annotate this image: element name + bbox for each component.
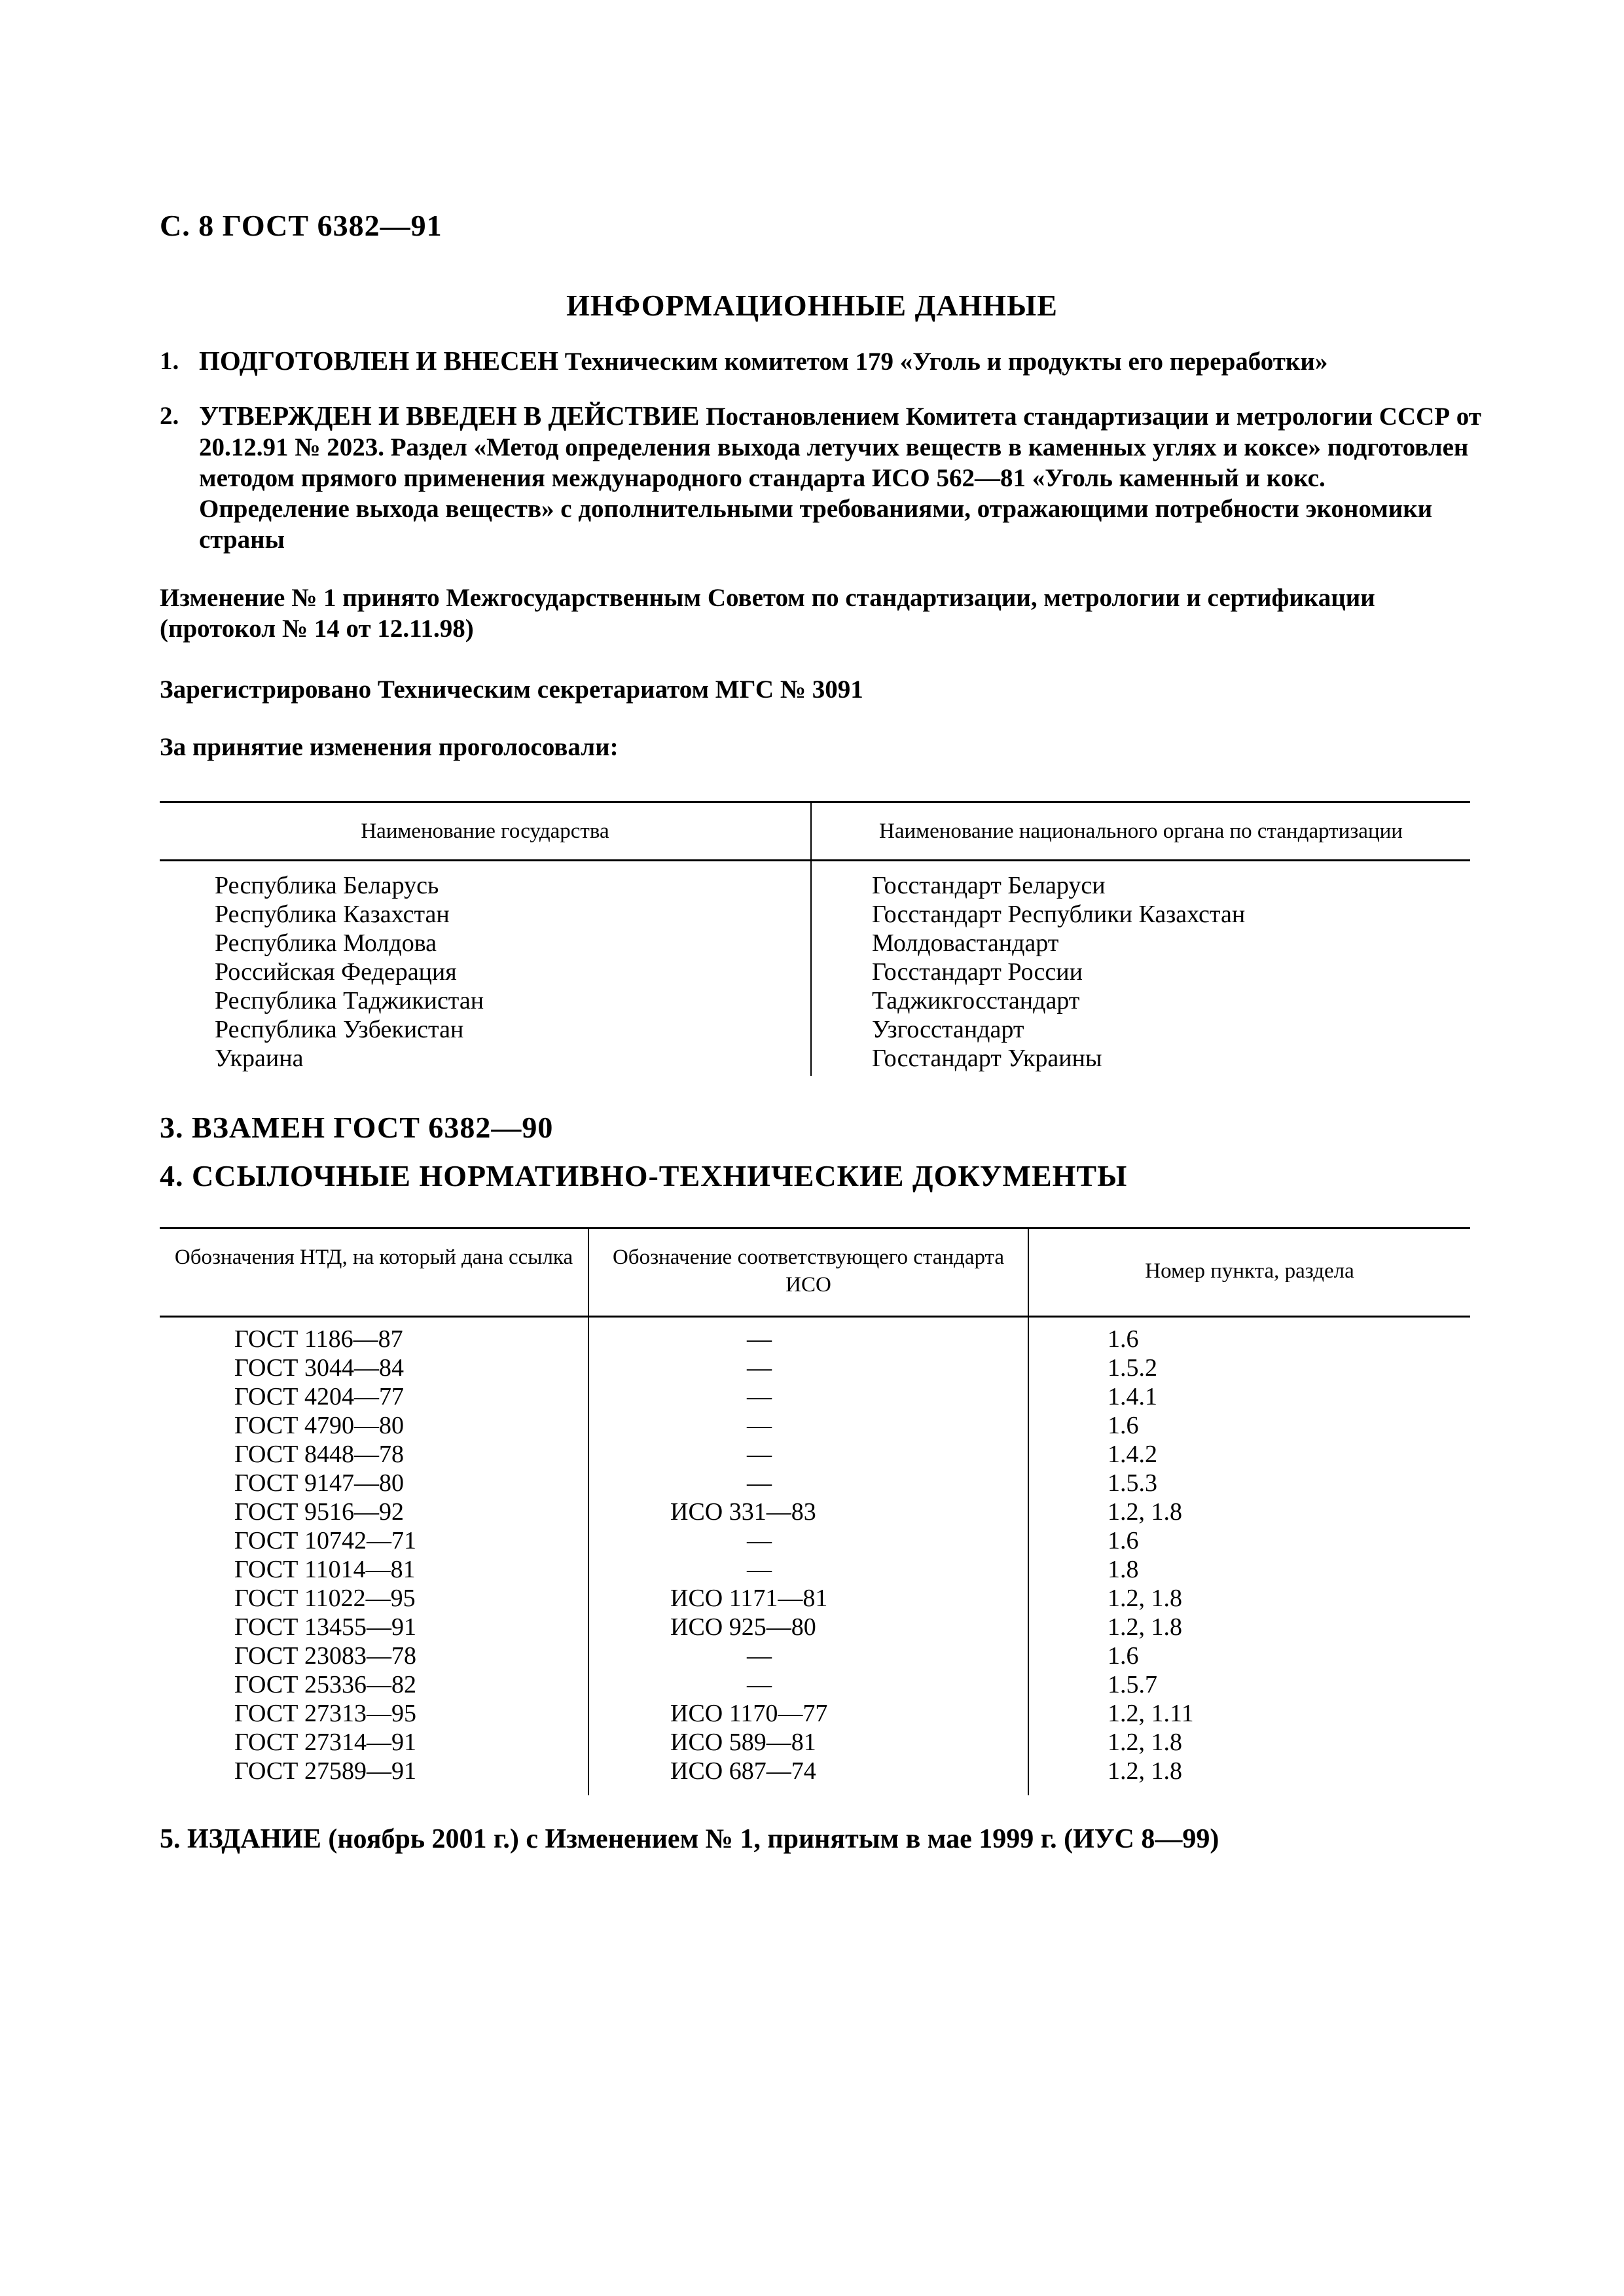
references-table-header-rule bbox=[160, 1316, 1470, 1318]
table-cell: ГОСТ 27314—91 bbox=[234, 1729, 416, 1756]
table-cell: 1.2, 1.8 bbox=[1108, 1757, 1182, 1785]
voted-note: За принятие изменения проголосовали: bbox=[160, 733, 619, 761]
states-table-top-rule bbox=[160, 801, 1470, 803]
table-cell: ГОСТ 8448—78 bbox=[234, 1441, 404, 1468]
table-cell: ГОСТ 9516—92 bbox=[234, 1498, 404, 1526]
table-cell: ИСО 1171—81 bbox=[670, 1585, 828, 1612]
item-1 bbox=[160, 346, 1482, 377]
table-cell: Госстандарт России bbox=[872, 958, 1083, 986]
table-cell: ГОСТ 27313—95 bbox=[234, 1700, 416, 1727]
states-table-header-body: Наименование национального органа по стандартизации bbox=[879, 819, 1403, 843]
table-cell: 1.2, 1.8 bbox=[1108, 1498, 1182, 1526]
item-2-number: 2. bbox=[160, 402, 179, 430]
item-2-text: Постановлением Комитета стандартизации и метрологии СССР от 20.12.91 № 2023. Раздел «Метод определения выхода летучих веществ в каменных углях и коксе» подготовлен методом прямого применения международного стандарта ИСО 562—81 «Уголь каменный и кокс. Определение выхода веществ» с дополнительными требованиями, отражающими потребности экономики страны bbox=[199, 403, 1481, 554]
table-cell: — bbox=[747, 1354, 772, 1382]
table-cell: Молдовастандарт bbox=[872, 929, 1059, 957]
table-cell: 1.6 bbox=[1108, 1642, 1139, 1670]
table-cell: Республика Таджикистан bbox=[215, 987, 484, 1014]
table-cell: ГОСТ 1186—87 bbox=[234, 1325, 403, 1353]
table-cell: 1.5.7 bbox=[1108, 1671, 1157, 1698]
states-table-column-body bbox=[872, 871, 1245, 1073]
table-cell: ГОСТ 11014—81 bbox=[234, 1556, 416, 1583]
registration-note: Зарегистрировано Техническим секретариатом МГС № 3091 bbox=[160, 675, 863, 704]
table-cell: ГОСТ 4204—77 bbox=[234, 1383, 404, 1410]
table-cell: — bbox=[747, 1469, 772, 1497]
item-2-body bbox=[199, 401, 1482, 555]
table-cell: ГОСТ 25336—82 bbox=[234, 1671, 416, 1698]
table-cell: Узгосстандарт bbox=[872, 1016, 1024, 1043]
table-cell: Республика Узбекистан bbox=[215, 1016, 464, 1043]
page-header: С. 8 ГОСТ 6382—91 bbox=[160, 209, 442, 242]
item-1-lead: ПОДГОТОВЛЕН И ВНЕСЕН bbox=[199, 346, 558, 376]
table-cell: 1.5.2 bbox=[1108, 1354, 1157, 1382]
references-table-column-ntd bbox=[234, 1325, 416, 1785]
item-1-text: Техническим комитетом 179 «Уголь и продукты его переработки» bbox=[564, 348, 1328, 376]
table-cell: — bbox=[747, 1671, 772, 1698]
table-cell: ГОСТ 11022—95 bbox=[234, 1585, 416, 1612]
item-2 bbox=[160, 401, 1482, 555]
table-cell: Республика Молдова bbox=[215, 929, 437, 957]
references-table-header-iso: Обозначение соответствующего стандарта ИСО bbox=[612, 1246, 1005, 1297]
table-cell: — bbox=[747, 1441, 772, 1468]
table-cell: ГОСТ 27589—91 bbox=[234, 1757, 416, 1785]
table-cell: — bbox=[747, 1383, 772, 1410]
item-1-body bbox=[199, 346, 1482, 377]
table-cell: Российская Федерация bbox=[215, 958, 457, 986]
table-cell: ГОСТ 3044—84 bbox=[234, 1354, 404, 1382]
item-1-number: 1. bbox=[160, 347, 179, 375]
references-table-header-clause: Номер пункта, раздела bbox=[1145, 1259, 1354, 1283]
table-cell: 1.5.3 bbox=[1108, 1469, 1157, 1497]
table-cell: Республика Беларусь bbox=[215, 872, 439, 899]
references-table-top-rule bbox=[160, 1227, 1470, 1229]
page-title: ИНФОРМАЦИОННЫЕ ДАННЫЕ bbox=[566, 289, 1058, 322]
table-cell: — bbox=[747, 1325, 772, 1353]
table-cell: 1.6 bbox=[1108, 1325, 1139, 1353]
references-table-header-ntd: Обозначения НТД, на который дана ссылка bbox=[174, 1246, 573, 1269]
table-cell: ГОСТ 9147—80 bbox=[234, 1469, 404, 1497]
table-cell: — bbox=[747, 1412, 772, 1439]
table-cell: — bbox=[747, 1642, 772, 1670]
table-cell: 1.6 bbox=[1108, 1412, 1139, 1439]
section-3-heading: 3. ВЗАМЕН ГОСТ 6382—90 bbox=[160, 1111, 554, 1144]
table-cell: — bbox=[747, 1527, 772, 1554]
table-cell: Таджикгосстандарт bbox=[872, 987, 1080, 1014]
table-cell: 1.2, 1.8 bbox=[1108, 1729, 1182, 1756]
table-cell: ИСО 687—74 bbox=[670, 1757, 816, 1785]
item-2-lead: УТВЕРЖДЕН И ВВЕДЕН В ДЕЙСТВИЕ bbox=[199, 401, 700, 431]
table-cell: 1.4.2 bbox=[1108, 1441, 1157, 1468]
table-cell: ИСО 331—83 bbox=[670, 1498, 816, 1526]
table-cell: 1.2, 1.8 bbox=[1108, 1613, 1182, 1641]
table-cell: Госстандарт Украины bbox=[872, 1045, 1102, 1072]
references-table-divider-2 bbox=[1028, 1229, 1029, 1795]
table-cell: 1.4.1 bbox=[1108, 1383, 1157, 1410]
table-cell: ИСО 589—81 bbox=[670, 1729, 816, 1756]
states-table-header-state: Наименование государства bbox=[361, 819, 609, 843]
references-table-column-iso bbox=[589, 1325, 1028, 1785]
table-cell: 1.2, 1.11 bbox=[1108, 1700, 1194, 1727]
table-cell: — bbox=[747, 1556, 772, 1583]
table-cell: ИСО 1170—77 bbox=[670, 1700, 828, 1727]
table-cell: ГОСТ 4790—80 bbox=[234, 1412, 404, 1439]
table-cell: Госстандарт Беларуси bbox=[872, 872, 1106, 899]
table-cell: 1.8 bbox=[1108, 1556, 1139, 1583]
table-cell: Госстандарт Республики Казахстан bbox=[872, 901, 1246, 928]
table-cell: ГОСТ 10742—71 bbox=[234, 1527, 416, 1554]
table-cell: ГОСТ 23083—78 bbox=[234, 1642, 416, 1670]
section-4-heading: 4. ССЫЛОЧНЫЕ НОРМАТИВНО-ТЕХНИЧЕСКИЕ ДОКУМЕНТЫ bbox=[160, 1159, 1128, 1193]
table-cell: 1.2, 1.8 bbox=[1108, 1585, 1182, 1612]
table-cell: 1.6 bbox=[1108, 1527, 1139, 1554]
states-table-column-state bbox=[215, 871, 484, 1073]
table-cell: ГОСТ 13455—91 bbox=[234, 1613, 416, 1641]
table-cell: Республика Казахстан bbox=[215, 901, 450, 928]
table-cell: Украина bbox=[215, 1045, 304, 1072]
table-cell: ИСО 925—80 bbox=[670, 1613, 816, 1641]
references-table-column-clause bbox=[1108, 1325, 1194, 1785]
states-table-header-rule bbox=[160, 859, 1470, 861]
section-5-heading: 5. ИЗДАНИЕ (ноябрь 2001 г.) с Изменением № 1, принятым в мае 1999 г. (ИУС 8—99) bbox=[160, 1824, 1219, 1854]
amendment-note: Изменение № 1 принято Межгосударственным Советом по стандартизации, метрологии и сертификации (протокол № 14 от 12.11.98) bbox=[160, 584, 1375, 643]
